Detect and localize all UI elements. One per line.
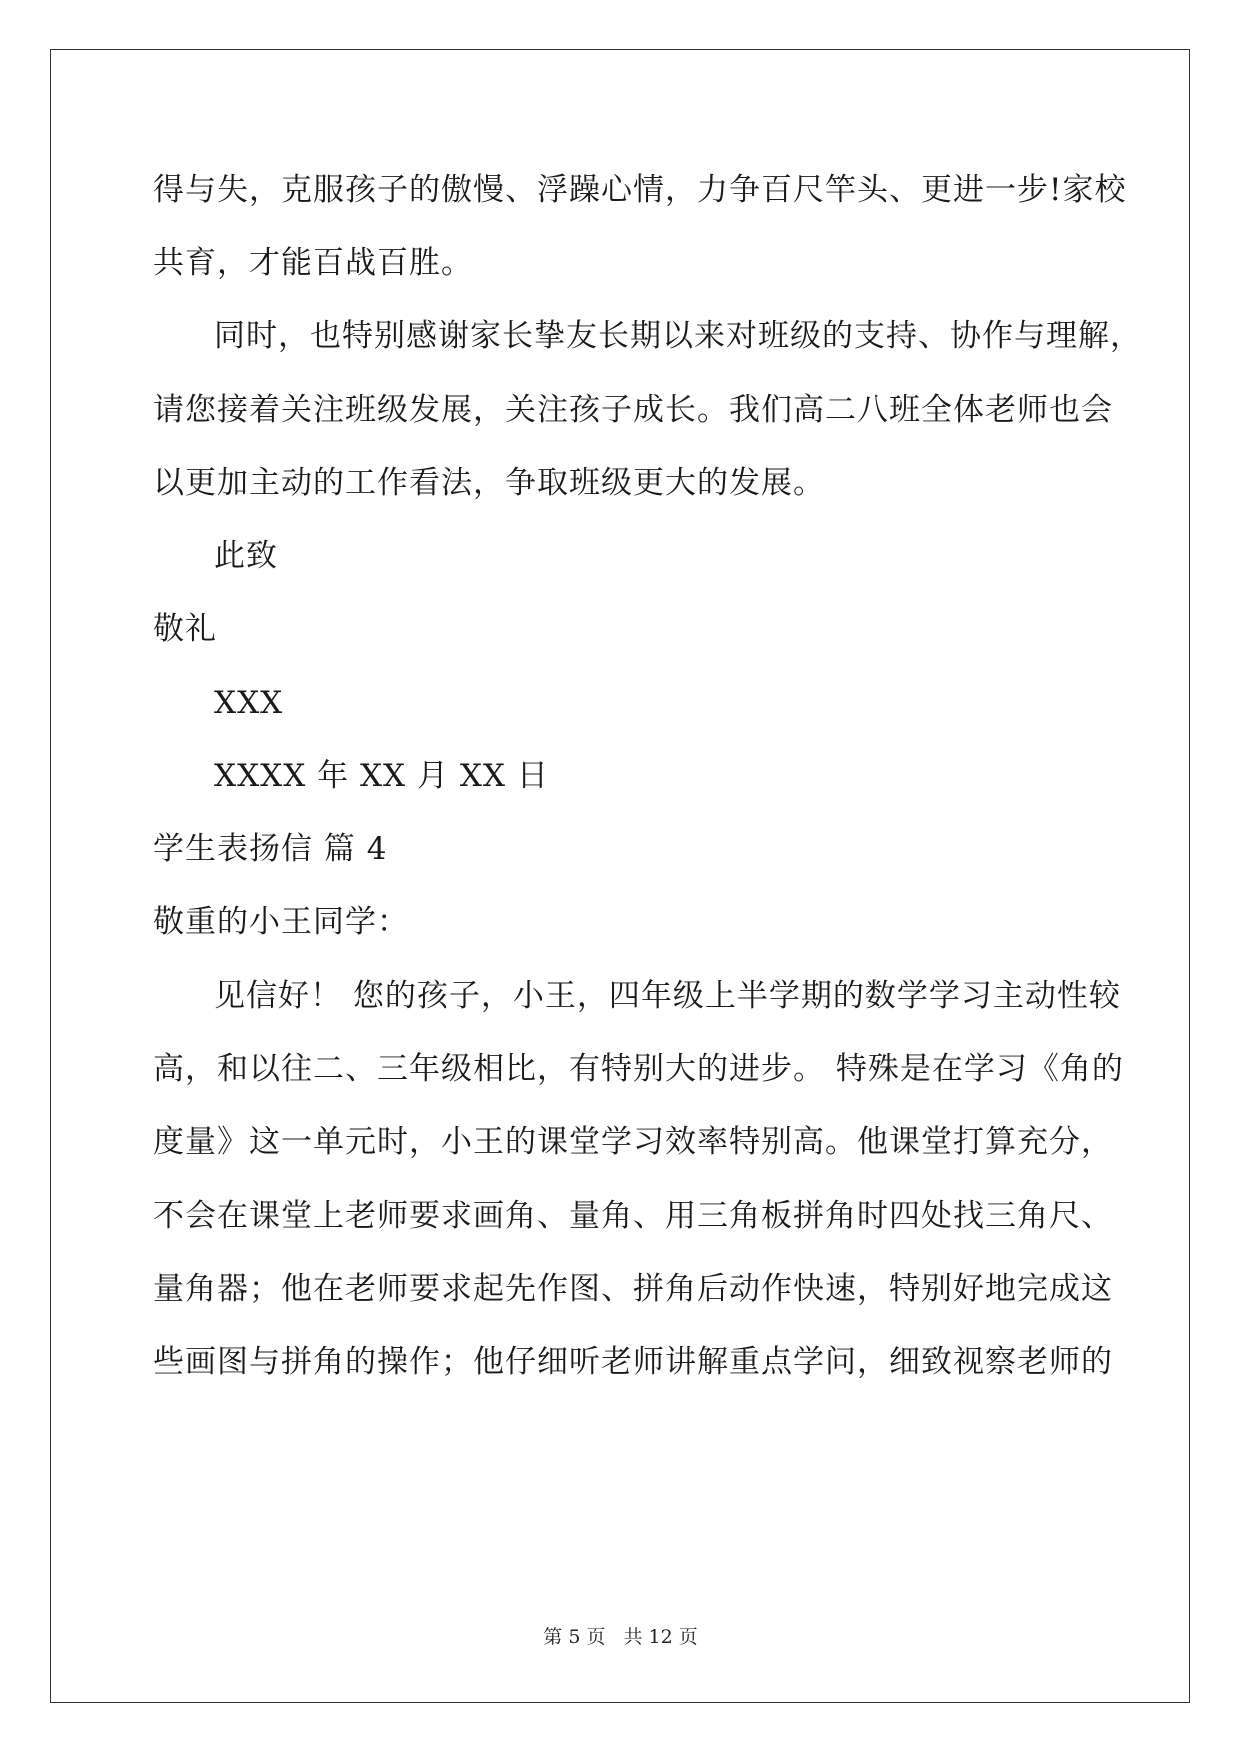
body-line: 不会在课堂上老师要求画角、量角、用三角板拼角时四处找三角尺、: [153, 1198, 1113, 1234]
body-line: 见信好！ 您的孩子，小王，四年级上半学期的数学学习主动性较: [214, 978, 1121, 1014]
page-number: 第 5 页: [543, 1626, 606, 1648]
closing-salutation: 此致: [214, 538, 278, 574]
section-heading: 学生表扬信 篇 4: [153, 831, 388, 867]
signature: XXX: [214, 685, 284, 721]
page-footer: [0, 1625, 1241, 1649]
body-line: 以更加主动的工作看法，争取班级更大的发展。: [153, 465, 825, 501]
body-line: 同时，也特别感谢家长挚友长期以来对班级的支持、协作与理解，: [214, 318, 1142, 354]
page-total: 共 12 页: [623, 1626, 698, 1648]
body-line: 量角器；他在老师要求起先作图、拼角后动作快速，特别好地完成这: [153, 1271, 1113, 1307]
greeting: 敬重的小王同学：: [153, 904, 409, 940]
page-border: [50, 49, 1190, 1703]
body-line: 高，和以往二、三年级相比，有特别大的进步。 特殊是在学习《角的: [153, 1051, 1124, 1087]
body-line: 度量》这一单元时，小王的课堂学习效率特别高。他课堂打算充分，: [153, 1124, 1113, 1160]
date-line: XXXX 年 XX 月 XX 日: [214, 758, 549, 794]
body-line: 请您接着关注班级发展，关注孩子成长。我们高二八班全体老师也会: [153, 392, 1113, 428]
closing-regards: 敬礼: [153, 611, 217, 647]
body-line: 得与失，克服孩子的傲慢、浮躁心情，力争百尺竿头、更进一步!家校: [153, 172, 1127, 208]
body-line: 共育，才能百战百胜。: [153, 245, 473, 281]
body-line: 些画图与拼角的操作；他仔细听老师讲解重点学问，细致视察老师的: [153, 1344, 1113, 1380]
